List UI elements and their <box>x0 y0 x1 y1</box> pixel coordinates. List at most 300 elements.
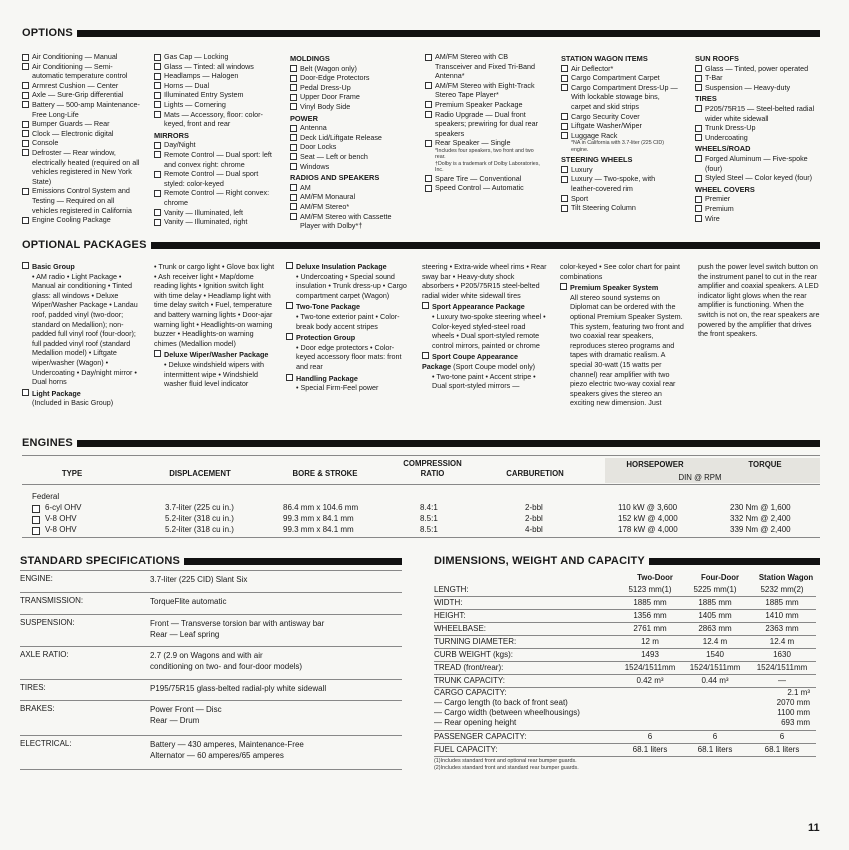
engine-hp-cell: 152 kW @ 4,000 <box>618 514 678 523</box>
option-item <box>154 52 274 62</box>
option-label: Pedal Dress-Up <box>300 82 351 92</box>
option-label: Speed Control — Automatic <box>435 183 524 193</box>
cargo-values <box>777 688 810 728</box>
checkbox[interactable] <box>22 92 29 99</box>
standard-specs-heading <box>20 555 402 567</box>
dimensions-footnotes <box>434 758 579 771</box>
package-sport-appearance-body: • Luxury two-spoke steering wheel • Color-keyed styled-steel road wheels • Dual sport-styled remote control mirrors, painted or chrome <box>432 311 546 350</box>
package-deluxe-insulation: Deluxe Insulation Package <box>296 262 387 271</box>
checkbox[interactable] <box>154 142 161 149</box>
spec-value: TorqueFlite automatic <box>150 597 227 606</box>
dimension-value: 1885 mm <box>633 598 667 607</box>
option-item <box>154 100 274 110</box>
checkbox[interactable] <box>425 54 432 61</box>
checkbox[interactable] <box>22 149 29 156</box>
option-item <box>695 214 820 224</box>
option-item <box>290 212 410 231</box>
option-item <box>154 169 274 188</box>
options-column-3 <box>290 52 410 231</box>
checkbox[interactable] <box>695 105 702 112</box>
option-item <box>154 140 274 150</box>
checkbox[interactable] <box>561 75 568 82</box>
checkbox[interactable] <box>286 302 293 309</box>
option-label: AM/FM Stereo* <box>300 201 350 211</box>
checkbox[interactable] <box>561 65 568 72</box>
options-subheading: STEERING WHEELS <box>561 155 633 165</box>
spec-label: ENGINE: <box>20 574 53 583</box>
option-label: Emissions Control System and Testing — Required on all vehicles registered in California <box>32 186 132 215</box>
checkbox[interactable] <box>154 171 161 178</box>
spec-label: TIRES: <box>20 683 46 692</box>
checkbox[interactable] <box>154 190 161 197</box>
checkbox[interactable] <box>695 205 702 212</box>
engine-bore-cell: 86.4 mm x 104.6 mm <box>283 503 359 512</box>
option-label: P205/75R15 — Steel-belted radial wider white sidewall <box>705 103 815 123</box>
option-label: Illuminated Entry System <box>164 90 244 100</box>
spec-value: Power Front — Disc Rear — Drum <box>150 705 222 725</box>
engines-col-torque: TORQUE <box>748 460 782 469</box>
dimension-value: 12.4 m <box>769 637 795 646</box>
checkbox[interactable] <box>22 82 29 89</box>
checkbox[interactable] <box>22 54 29 61</box>
package-premium-speaker: Premium Speaker System <box>570 283 659 293</box>
checkbox[interactable] <box>290 184 297 191</box>
option-label: Cargo Compartment Carpet <box>571 73 660 83</box>
options-column-2 <box>154 52 274 227</box>
packages-title: OPTIONAL PACKAGES <box>22 239 147 251</box>
option-item <box>22 90 140 100</box>
package-protection-group: Protection Group <box>296 333 356 343</box>
checkbox[interactable] <box>154 101 161 108</box>
checkbox[interactable] <box>32 527 40 535</box>
package-deluxe-wiper: Deluxe Wiper/Washer Package <box>164 350 269 360</box>
cargo-value: 2070 mm <box>776 698 810 707</box>
checkbox[interactable] <box>290 84 297 91</box>
checkbox[interactable] <box>154 63 161 70</box>
packages-heading <box>22 239 820 251</box>
checkbox[interactable] <box>290 65 297 72</box>
options-subheading: STATION WAGON ITEMS <box>561 54 648 63</box>
spec-row <box>20 614 402 647</box>
checkbox[interactable] <box>425 185 432 192</box>
option-label: Clock — Electronic digital <box>32 128 114 138</box>
checkbox[interactable] <box>22 121 29 128</box>
option-item <box>561 203 681 213</box>
engine-carb-cell: 2-bbl <box>525 503 543 512</box>
checkbox[interactable] <box>422 352 429 359</box>
checkbox[interactable] <box>561 113 568 120</box>
option-label: Glass — Tinted, power operated <box>705 63 809 73</box>
checkbox[interactable] <box>22 389 29 396</box>
option-item <box>695 73 820 83</box>
option-label: Spare Tire — Conventional <box>435 173 522 183</box>
option-item <box>290 64 410 74</box>
checkbox[interactable] <box>32 505 40 513</box>
checkbox[interactable] <box>290 194 297 201</box>
engine-type-cell: 6-cyl OHV <box>45 503 82 512</box>
engines-col-compression: COMPRESSION RATIO <box>403 459 462 478</box>
option-label: Vinyl Body Side <box>300 101 351 111</box>
option-item <box>695 194 820 204</box>
standard-specs-title: STANDARD SPECIFICATIONS <box>20 555 181 567</box>
options-subheading: MOLDINGS <box>290 54 330 63</box>
options-subheading: WHEEL COVERS <box>695 184 755 194</box>
spec-label: BRAKES: <box>20 704 55 713</box>
option-item <box>561 64 681 74</box>
checkbox[interactable] <box>290 103 297 110</box>
dim-col-station-wagon: Station Wagon <box>758 573 814 582</box>
dimension-value: 1630 <box>773 650 791 659</box>
checkbox[interactable] <box>22 262 29 269</box>
package-light-body: • Trunk or cargo light • Glove box light • Ash receiver light • Map/dome reading lights • Ignition switch light with time delay • Headlamp light with time delay switch • Fuel, temperature and battery warning lights • Door-ajar warning light • Headlights-on warning buzzer • Headlights-on warning chimes (Medallion model) <box>154 262 275 348</box>
package-light-note: (Included in Basic Group) <box>32 398 114 408</box>
dimension-row <box>434 623 816 636</box>
engine-bore-cell: 99.3 mm x 84.1 mm <box>283 514 354 523</box>
option-label: Glass — Tinted: all windows <box>164 61 254 71</box>
option-label: Engine Cooling Package <box>32 215 111 225</box>
option-item <box>154 62 274 72</box>
package-basic-group-body: • AM radio • Light Package • Manual air conditioning • Tinted glass: all windows • Deluxe Wiper/Washer Package • Landau roof, padded vinyl (two-door; standard on Medallion); non-padded full vinyl roof (four-door); full padded vinyl roof (standard Medallion model) • Liftgate wiper/washer (Wagon) • Undercoating • Day/night mirror • Dual horns <box>32 271 138 387</box>
dimension-value: 5225 mm(1) <box>693 585 737 594</box>
dimension-value: 0.42 m³ <box>636 676 664 685</box>
option-label: Air Conditioning — Manual <box>32 52 118 61</box>
checkbox[interactable] <box>290 144 297 151</box>
checkbox[interactable] <box>290 163 297 170</box>
fuel-value: 68.1 liters <box>632 745 668 754</box>
engine-type-cell: V-8 OHV <box>45 525 77 534</box>
option-label: Console <box>32 138 59 148</box>
option-label: Premier <box>705 194 731 204</box>
checkbox[interactable] <box>286 333 293 340</box>
option-item <box>154 217 274 227</box>
engine-disp-cell: 5.2-liter (318 cu in.) <box>165 514 234 523</box>
footnote-2: (2)Includes standard front and standard rear bumper guards. <box>434 764 579 771</box>
package-light: Light Package <box>32 388 81 398</box>
option-label: AM/FM Stereo with Cassette Player with Dolby*† <box>300 211 392 231</box>
checkbox[interactable] <box>290 75 297 82</box>
dimension-value: 12.4 m <box>702 637 728 646</box>
package-col-3 <box>286 262 408 393</box>
option-item <box>695 173 820 183</box>
option-item <box>154 150 274 169</box>
option-label: Seat — Left or bench <box>300 151 368 161</box>
spec-label: SUSPENSION: <box>20 618 75 627</box>
option-item <box>22 148 140 186</box>
option-label: Suspension — Heavy-duty <box>705 82 791 92</box>
checkbox[interactable] <box>286 374 293 381</box>
option-label: Axle — Sure-Grip differential <box>32 90 124 100</box>
engines-col-type: TYPE <box>61 469 83 478</box>
checkbox[interactable] <box>695 65 702 72</box>
option-label: Armrest Cushion — Center <box>32 80 119 90</box>
option-label: Battery — 500-amp Maintenance-Free Long-Life <box>32 99 140 119</box>
dimension-label: WHEELBASE: <box>434 624 487 633</box>
dimension-row <box>434 675 816 688</box>
option-item <box>290 102 410 112</box>
checkbox[interactable] <box>561 123 568 130</box>
option-label: Mats — Accessory, floor: color-keyed, front and rear <box>164 109 263 129</box>
checkbox[interactable] <box>425 111 432 118</box>
option-item <box>154 208 274 218</box>
dimension-label: WIDTH: <box>434 598 463 607</box>
package-deluxe-insulation-body: • Undercoating • Special sound insulation • Trunk dress-up • Cargo compartment carpet (Wagon) <box>296 271 407 300</box>
checkbox[interactable] <box>695 215 702 222</box>
option-label: Premium <box>705 203 734 213</box>
checkbox[interactable] <box>695 134 702 141</box>
dim-col-two-door: Two-Door <box>637 573 673 582</box>
option-label: Cargo Compartment Dress-Up — With lockable stowage bins, carpet and skid strips <box>571 82 678 111</box>
option-item <box>22 129 140 139</box>
passenger-value: 6 <box>647 732 653 741</box>
option-label: Deck Lid/Liftgate Release <box>300 132 382 142</box>
option-item <box>22 119 140 129</box>
engines-col-bore-stroke: BORE & STROKE <box>292 469 358 478</box>
package-basic-group: Basic Group <box>32 262 75 271</box>
spec-value: 3.7-liter (225 CID) Slant Six <box>150 575 248 584</box>
options-column-1 <box>22 52 140 225</box>
checkbox[interactable] <box>695 75 702 82</box>
option-item <box>695 104 820 123</box>
checkbox[interactable] <box>561 205 568 212</box>
dimension-value: 5232 mm(2) <box>760 585 804 594</box>
fuel-value: 68.1 liters <box>764 745 800 754</box>
checkbox[interactable] <box>154 73 161 80</box>
checkbox[interactable] <box>290 153 297 160</box>
checkbox[interactable] <box>695 155 702 162</box>
checkbox[interactable] <box>561 195 568 202</box>
cargo-value: 2.1 m³ <box>787 688 810 697</box>
dimension-label: LENGTH: <box>434 585 469 594</box>
option-item <box>22 186 140 215</box>
checkbox[interactable] <box>561 176 568 183</box>
checkbox[interactable] <box>695 196 702 203</box>
checkbox[interactable] <box>290 94 297 101</box>
passenger-label: PASSENGER CAPACITY: <box>434 732 527 741</box>
checkbox[interactable] <box>154 82 161 89</box>
option-label: Door Locks <box>300 142 337 152</box>
checkbox[interactable] <box>154 151 161 158</box>
cargo-opening-label: — Rear opening height <box>434 718 517 727</box>
options-subheading: RADIOS AND SPEAKERS <box>290 173 380 183</box>
package-deluxe-wiper-body: • Deluxe windshield wipers with intermittent wipe • Windshield washer fluid level indicator <box>164 359 264 389</box>
options-heading <box>22 27 820 39</box>
option-item <box>561 194 681 204</box>
engines-col-horsepower: HORSEPOWER <box>626 460 684 469</box>
checkbox[interactable] <box>425 175 432 182</box>
checkbox[interactable] <box>154 219 161 226</box>
page-number: 11 <box>808 822 820 834</box>
option-label: Sport <box>571 193 589 203</box>
dimension-label: CURB WEIGHT (kgs): <box>434 650 513 659</box>
option-label: AM <box>300 182 311 192</box>
spec-value: Front — Transverse torsion bar with antisway bar Rear — Leaf spring <box>150 619 325 639</box>
heading-rule <box>151 242 820 249</box>
checkbox[interactable] <box>290 134 297 141</box>
option-label: Lights — Cornering <box>164 99 226 109</box>
dimension-value: 1405 mm <box>698 611 732 620</box>
option-item <box>425 174 545 184</box>
option-item <box>154 90 274 100</box>
cargo-value: 693 mm <box>781 718 810 727</box>
option-label: Defroster — Rear window, electrically heated (required on all vehicles registered in New York State) <box>32 147 140 186</box>
option-item <box>290 162 410 172</box>
option-item <box>561 73 681 83</box>
option-label: Antenna <box>300 123 327 133</box>
dimension-value: 2761 mm <box>633 624 667 633</box>
checkbox[interactable] <box>290 203 297 210</box>
spec-label: TRANSMISSION: <box>20 596 84 605</box>
checkbox[interactable] <box>286 262 293 269</box>
option-item <box>290 133 410 143</box>
package-handling-body-cont: steering • Extra-wide wheel rims • Rear sway bar • Heavy-duty shock absorbers • P205/75R15 steel-belted radial wider white sidewall tires <box>422 262 547 300</box>
checkbox[interactable] <box>22 217 29 224</box>
engine-comp-cell: 8.5:1 <box>420 514 438 523</box>
option-item <box>561 83 681 112</box>
dimension-row <box>434 597 816 610</box>
spec-label: ELECTRICAL: <box>20 739 72 748</box>
option-item <box>290 192 410 202</box>
dim-col-four-door: Four-Door <box>700 573 740 582</box>
spec-row <box>20 570 402 593</box>
package-premium-speaker-body: All stereo sound systems on Diplomat can be ordered with the optional Premium Speaker System. This system, featuring two front and two coaxial rear speakers, reproduces stereo programs and tapes with dramatic realism. A special 30-watt (15 watts per channel) rear amplifier with two piezo electric two-way coxial rear speakers gives the stereo an exciting new dimension. Just <box>570 292 684 408</box>
option-item <box>22 62 140 81</box>
dimension-value: 2363 mm <box>765 624 799 633</box>
dimension-row <box>434 636 816 649</box>
checkbox[interactable] <box>22 101 29 108</box>
option-label: Wire <box>705 213 720 223</box>
option-label: Tilt Steering Column <box>571 203 636 213</box>
option-item <box>22 215 140 225</box>
option-item <box>695 64 820 74</box>
option-item <box>22 138 140 148</box>
option-item <box>561 112 681 122</box>
dimension-value: 1356 mm <box>633 611 667 620</box>
package-sport-coupe: Sport Coupe Appearance Package <box>422 352 518 371</box>
engine-hp-cell: 178 kW @ 4,000 <box>618 525 678 534</box>
dimension-value: — <box>778 676 786 685</box>
dimension-value: 1493 <box>641 650 659 659</box>
package-sport-coupe-body: • Two-tone paint • Accent stripe • Dual sport-styled mirrors — <box>432 371 536 391</box>
engines-din-rpm: DIN @ RPM <box>678 473 722 482</box>
options-footnote: *Includes four speakers, two front and two rear. <box>435 147 534 161</box>
option-label: Luxury — Two-spoke, with leather-covered rim <box>571 174 656 193</box>
checkbox[interactable] <box>22 140 29 147</box>
checkbox[interactable] <box>154 54 161 61</box>
option-label: AM/FM Stereo with CB Transceiver and Fixed Tri-Band Antenna* <box>435 52 535 81</box>
package-col-2 <box>154 262 276 389</box>
spec-row <box>20 735 402 770</box>
dimension-value: 2863 mm <box>698 624 732 633</box>
checkbox[interactable] <box>425 140 432 147</box>
option-label: Belt (Wagon only) <box>300 63 357 73</box>
option-item <box>695 83 820 93</box>
package-handling-body: • Special Firm-Feel power <box>296 383 379 393</box>
options-column-6 <box>695 52 820 223</box>
engine-type-cell: V-8 OHV <box>45 514 77 523</box>
cargo-value: 1100 mm <box>777 708 810 717</box>
checkbox[interactable] <box>154 92 161 99</box>
checkbox[interactable] <box>425 82 432 89</box>
checkbox[interactable] <box>22 130 29 137</box>
checkbox[interactable] <box>561 166 568 173</box>
passenger-row <box>434 731 816 744</box>
dimension-value: 5123 mm(1) <box>628 585 672 594</box>
dimension-row <box>434 610 816 623</box>
spec-value: P195/75R15 glass-belted radial-ply white sidewall <box>150 684 327 693</box>
package-two-tone-body: • Two-tone exterior paint • Color-break body accent stripes <box>296 311 400 331</box>
checkbox[interactable] <box>695 84 702 91</box>
package-col-4 <box>422 262 548 391</box>
checkbox[interactable] <box>290 125 297 132</box>
dimension-row <box>434 649 816 662</box>
engines-top-rule <box>22 455 820 456</box>
checkbox[interactable] <box>695 175 702 182</box>
option-item <box>695 123 820 133</box>
option-item <box>154 71 274 81</box>
option-label: Remote Control — Right convex: chrome <box>164 188 270 207</box>
options-subheading: TIRES <box>695 94 717 104</box>
checkbox[interactable] <box>22 188 29 195</box>
option-label: Luxury <box>571 164 593 174</box>
option-item <box>290 123 410 133</box>
option-item <box>561 131 681 141</box>
dimension-value: 1885 mm <box>698 598 732 607</box>
option-item <box>290 83 410 93</box>
option-item <box>290 202 410 212</box>
passenger-value: 6 <box>779 732 785 741</box>
option-item <box>561 165 681 175</box>
heading-rule <box>649 558 820 565</box>
heading-rule <box>77 440 820 447</box>
checkbox[interactable] <box>154 209 161 216</box>
checkbox[interactable] <box>695 125 702 132</box>
checkbox[interactable] <box>154 350 161 357</box>
dimension-value: 12 m <box>641 637 659 646</box>
options-subheading: MIRRORS <box>154 130 189 140</box>
checkbox[interactable] <box>560 283 567 290</box>
option-label: Bumper Guards — Rear <box>32 119 110 129</box>
checkbox[interactable] <box>561 84 568 91</box>
option-label: Air Conditioning — Semi-automatic temperature control <box>32 61 128 81</box>
option-label: Vanity — Illuminated, left <box>164 207 243 217</box>
option-item <box>154 110 274 129</box>
checkbox[interactable] <box>32 516 40 524</box>
option-label: Cargo Security Cover <box>571 111 640 121</box>
checkbox[interactable] <box>422 302 429 309</box>
options-column-5 <box>561 52 681 213</box>
option-label: Vanity — Illuminated, right <box>164 217 248 227</box>
option-label: AM/FM Monaural <box>300 192 356 202</box>
checkbox[interactable] <box>425 101 432 108</box>
spec-row <box>20 592 402 615</box>
dimension-value: 1540 <box>706 650 724 659</box>
engines-col-carburetion: CARBURETION <box>506 469 564 478</box>
checkbox[interactable] <box>154 111 161 118</box>
spec-top-rule <box>20 570 402 571</box>
options-footnote: *NA in California with 3.7-liter (225 CID) engine. <box>571 140 665 153</box>
dimensions-title: DIMENSIONS, WEIGHT AND CAPACITY <box>434 555 645 567</box>
option-label: Premium Speaker Package <box>435 99 523 109</box>
checkbox[interactable] <box>561 132 568 139</box>
dimension-label: TURNING DIAMETER: <box>434 637 517 646</box>
option-label: Windows <box>300 161 330 171</box>
options-subheading: POWER <box>290 113 318 123</box>
checkbox[interactable] <box>22 63 29 70</box>
spec-label: AXLE RATIO: <box>20 650 69 659</box>
dimension-value: 1524/1511mm <box>689 663 741 672</box>
checkbox[interactable] <box>290 213 297 220</box>
dimension-value: 1524/1511mm <box>624 663 676 672</box>
